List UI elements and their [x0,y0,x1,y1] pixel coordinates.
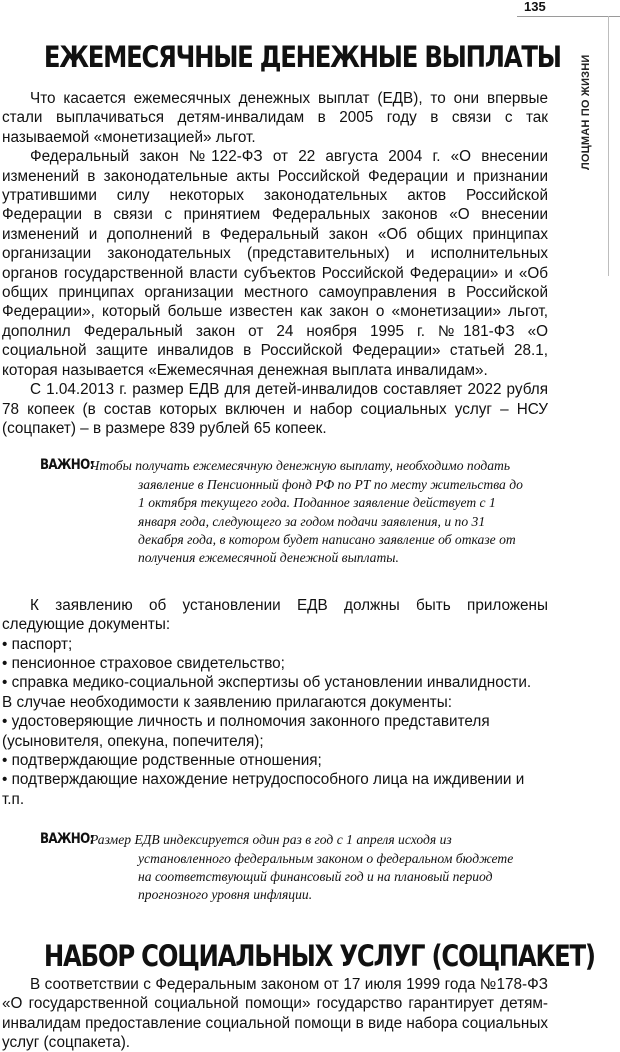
list-item: • паспорт; [2,635,73,653]
header-rule [517,16,620,17]
section-heading-edv: ЕЖЕМЕСЯЧНЫЕ ДЕНЕЖНЫЕ ВЫПЛАТЫ [43,40,561,74]
paragraph: С 1.04.2013 г. размер ЕДВ для детей-инвалидов составляет 2022 рубля 78 копеек (в состав которых включен и набор социальных услуг – НСУ (соцпакет) – в размере 839 рублей 65 копеек. [2,381,548,437]
section-heading-socpaket: НАБОР СОЦИАЛЬНЫХ УСЛУГ (СОЦПАКЕТ) [43,938,595,973]
paragraph: В соответствии с Федеральным законом от 17 июля 1999 года №178-ФЗ «О государственной социальной помощи» государство гарантирует детям-инвалидам предоставление социальной помощи в виде набора социальных услуг (соцпакета). [2,975,548,1052]
list-item: • подтверждающие родственные отношения; [2,752,322,769]
important-note [40,831,530,905]
list-item: • удостоверяющие личность и полномочия законного представителя (усыновителя, опекуна, попечителя); [2,713,490,750]
paragraph: Что касается ежемесячных денежных выплат (ЕДВ), то они впервые стали выплачиваться детям-инвалидам в 2005 году в связи с так называемой «монетизацией» льгот. [2,90,548,146]
important-note-text: Чтобы получать ежемесячную денежную выплату, необходимо подать заявление в Пенсионный фонд РФ по РТ по месту жительства до 1 октября текущего года. Поданное заявление действует с 1 января года, следующего за годом подачи заявления, и по 31 декабря года, в котором будет написано заявление об отказе от получения ежемесячной денежной выплаты. [90,458,523,566]
list-item: • пенсионное страховое свидетельство; [2,654,285,672]
list-intro: В случае необходимости к заявлению прилагаются документы: [2,693,453,711]
important-label: ВАЖНО: [40,457,94,474]
paragraph: К заявлению об установлении ЕДВ должны быть приложены следующие документы: [2,596,548,634]
running-title: ЛОЦМАН ПО ЖИЗНИ [580,54,592,170]
page-number: 135 [524,0,546,14]
important-label: ВАЖНО: [40,831,94,848]
side-rule [608,16,609,276]
list-item: • справка медико-социальной экспертизы об установлении инвалидности. [2,674,532,692]
list-item: • подтверждающие нахождение нетрудоспособного лица на иждивении и т.п. [2,771,525,808]
important-note [40,457,530,567]
paragraph: Федеральный закон №122-ФЗ от 22 августа 2004 г. «О внесении изменений в законодательные акты Российской Федерации и признании утратившими силу некоторых законодательных актов Российской Федерации в связи с принятием Федеральных законов «О внесении изменений и дополнений в Федеральный закон «Об общих принципах организации законодательных (представительных) и исполнительных органов государственной власти субъектов Российской Федерации» и «Об общих принципах организации местного самоуправления в Российской Федерации», который больше известен как закон о «монетизации» льгот, дополнил Федеральный закон от 24 ноября 1995 г. №181-ФЗ «О социальной защите инвалидов в Российской Федерации» статьей 28.1, которая называется «Ежемесячная денежная выплата инвалидам». [2,148,548,379]
important-note-text: Размер ЕДВ индексируется один раз в год с 1 апреля исходя из установленного федеральным законом о федеральном бюджете на соответствующий финансовый год и на плановый период прогнозного уровня инфляции. [90,832,514,903]
